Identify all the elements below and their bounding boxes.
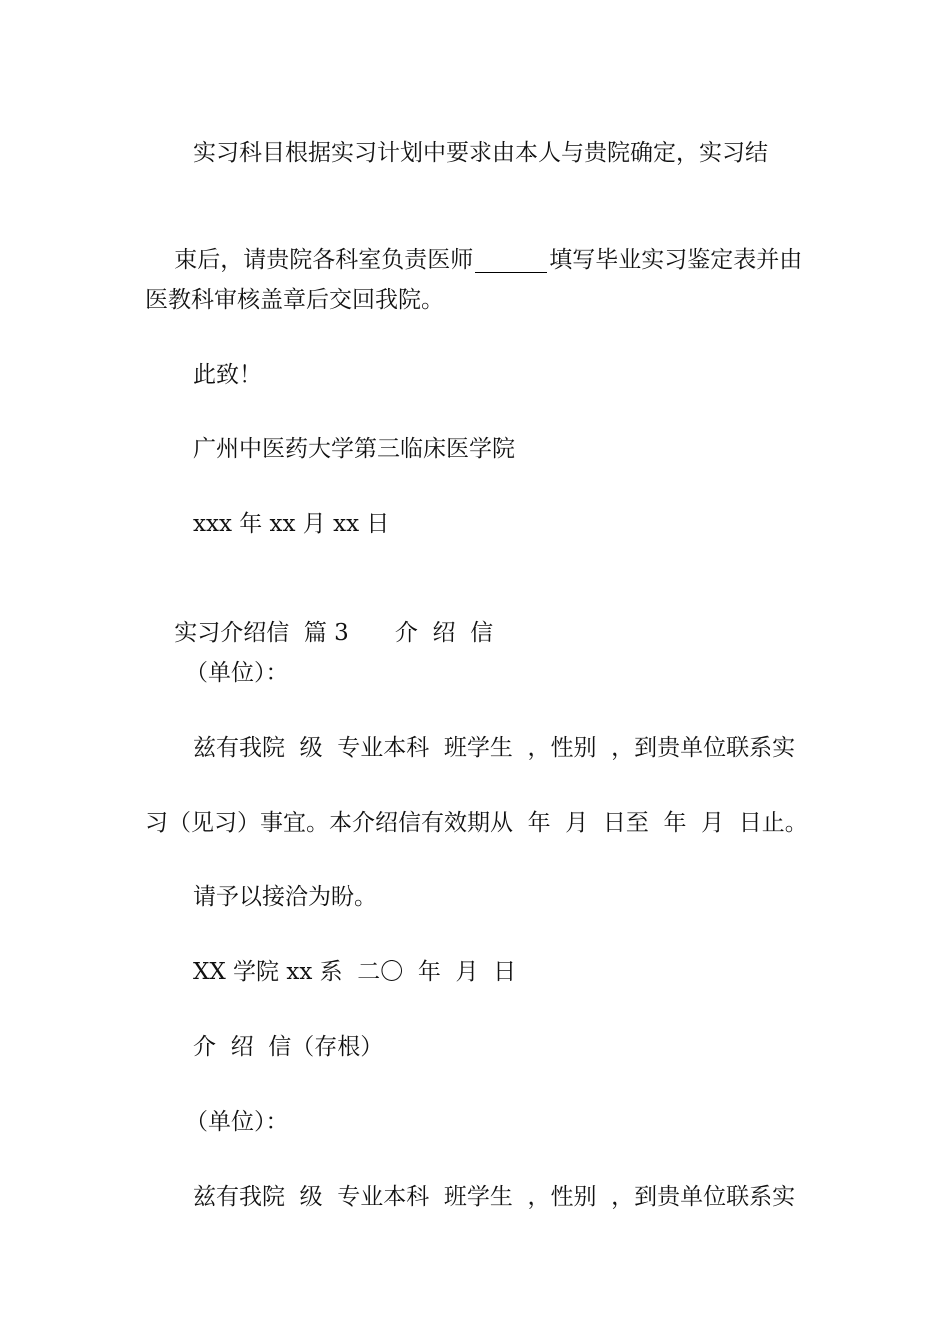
stub-recipient-unit: （单位）： bbox=[185, 1109, 289, 1135]
letter-body-line-3: 请予以接洽为盼。 bbox=[193, 884, 377, 910]
letter-body-line-1: 兹有我院 级 专业本科 班学生 ，性别 ，到贵单位联系实 bbox=[193, 735, 796, 761]
paragraph-line-2 bbox=[145, 209, 803, 273]
section-heading bbox=[145, 582, 494, 646]
letter-signature-date: XX 学院 xx 系 二〇 年 月 日 bbox=[193, 959, 517, 985]
recipient-unit: （单位）： bbox=[185, 660, 289, 686]
signature-date: xxx 年 xx 月 xx 日 bbox=[193, 511, 390, 537]
letter-title: 介 绍 信 bbox=[394, 620, 494, 646]
paragraph-line-2-start: 束后，请贵院各科室负责医师 bbox=[174, 247, 474, 273]
fill-in-blank bbox=[475, 250, 547, 273]
letter-body-line-2: 习（见习）事宜。本介绍信有效期从 年 月 日至 年 月 日止。 bbox=[145, 810, 808, 836]
stub-body-line-1: 兹有我院 级 专业本科 班学生 ，性别 ，到贵单位联系实 bbox=[193, 1184, 796, 1210]
section-number: 实习介绍信 篇 3 bbox=[174, 620, 349, 646]
paragraph-line-1: 实习科目根据实习计划中要求由本人与贵院确定，实习结 bbox=[193, 140, 768, 166]
closing-salutation: 此致！ bbox=[193, 362, 262, 388]
paragraph-line-2-end: 填写毕业实习鉴定表并由 bbox=[549, 247, 803, 273]
paragraph-line-3: 医教科审核盖章后交回我院。 bbox=[145, 287, 444, 313]
signature-institution: 广州中医药大学第三临床医学院 bbox=[193, 436, 515, 462]
stub-title: 介 绍 信（存根） bbox=[193, 1034, 384, 1060]
